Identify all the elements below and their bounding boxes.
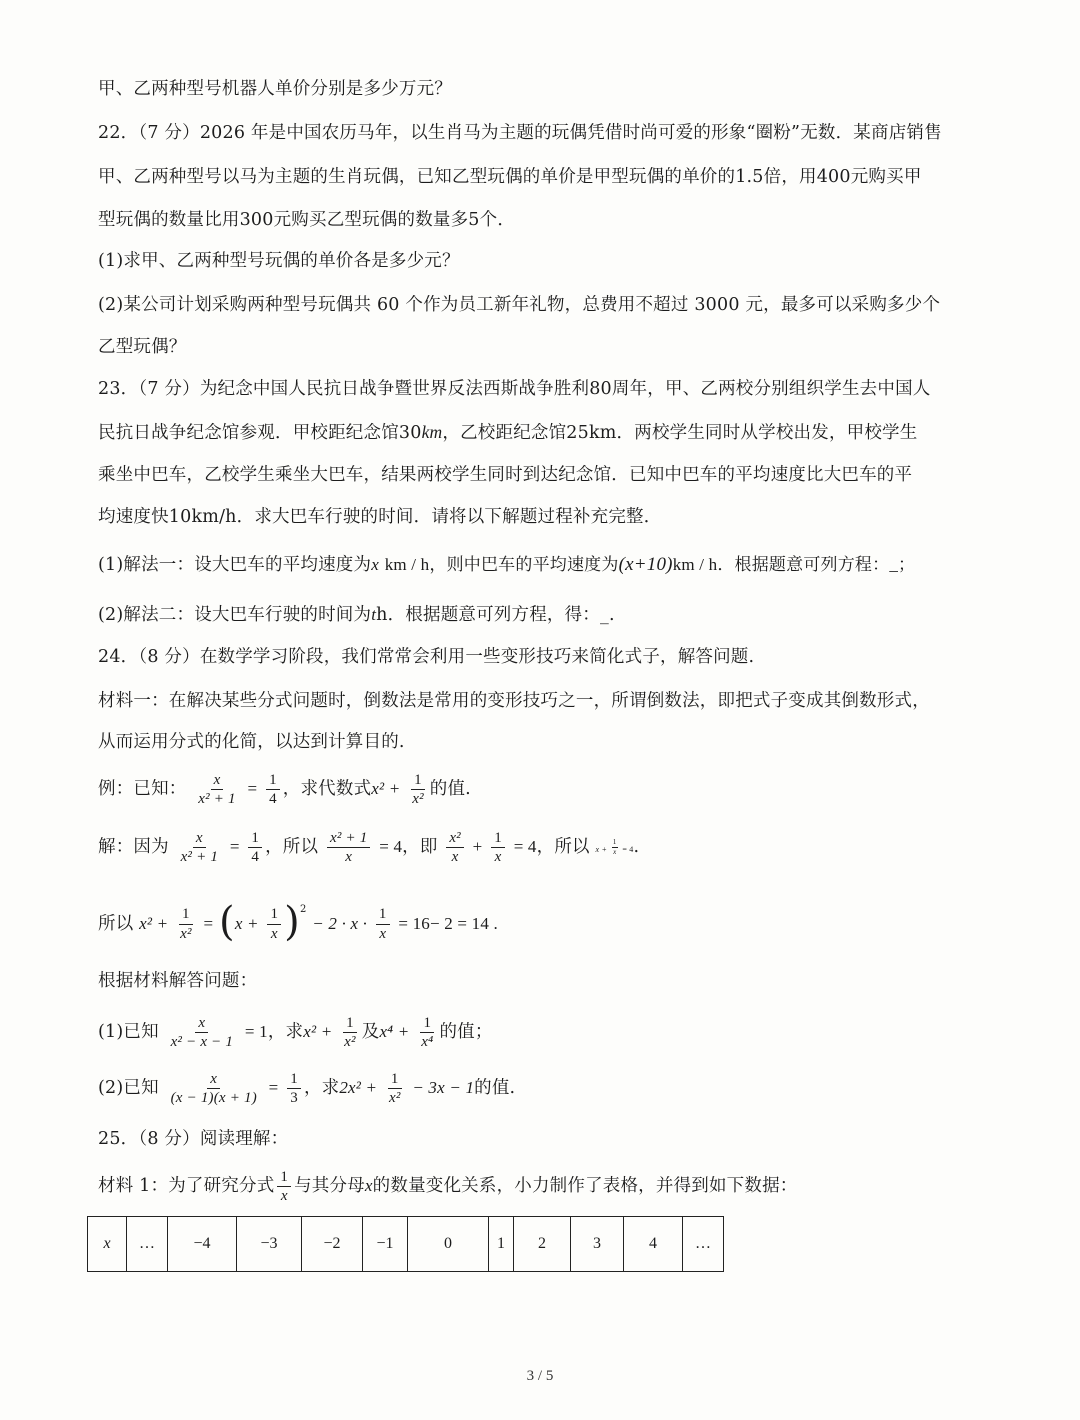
q22-line-3: 型玩偶的数量比用300元购买乙型玩偶的数量多5个． (98, 210, 516, 230)
q23-part-2-a: (2)解法二：设大巴车行驶的时间为 (98, 605, 372, 625)
q23-part-1 (98, 550, 984, 580)
q25-line-1: 25．（8 分）阅读理解： (98, 1129, 289, 1149)
q24-example: 例：已知： $\frac{x}{\text{x² + 1}}$ = $\frac{1}{4}$ ，求代数式x² + $\frac{1}{\text{x²}}$ 的值. (98, 771, 471, 807)
fraction-1-over-x2: $\frac{1}{\text{x²}}$ (412, 771, 424, 807)
q23-part-1-c: km / h．根据题意可列方程：_； (672, 555, 916, 574)
fraction-x-over-x2p1: $\frac{x}{\text{x² + 1}}$ (198, 771, 236, 807)
q22-part-2-line-2: 乙型玩偶？ (98, 337, 187, 357)
q23-line-2-a: 民抗日战争纪念馆参观．甲校距纪念馆30 (98, 423, 422, 443)
example-label: 例：已知： (98, 779, 187, 799)
table-cell: 4 (624, 1217, 683, 1272)
q22-line-1: 22．（7 分）2026 年是中国农历马年，以生肖马为主题的玩偶凭借时尚可爱的形象“圈粉”无数．某商店销售 (98, 123, 942, 143)
table-cell: −4 (168, 1217, 237, 1272)
q24-solution: 解：因为 $\frac{x}{\text{x² + 1}}$ = $\frac{1}{4}$ ，所以 $\frac{\text{x² + 1}}{x}$ = 4，即 $\frac{\text{x²}}{x}$ + $\frac{1}{x}$ = 4，所以 x + $\frac{1}{x}$ = 4. (98, 829, 640, 865)
q22-part-1: (1)求甲、乙两种型号玩偶的单价各是多少元？ (98, 251, 460, 271)
q23-part-2-b: h．根据题意可列方程，得：_. (376, 605, 615, 625)
q24-line-2: 材料一：在解决某些分式问题时，倒数法是常用的变形技巧之一，所谓倒数法，即把式子变成其倒数形式， (98, 691, 930, 711)
table-cell: −3 (237, 1217, 302, 1272)
q23-line-1: 23．（7 分）为纪念中国人民抗日战争暨世界反法西斯战争胜利80周年，甲、乙两校分别组织学生去中国人 (98, 379, 931, 399)
q23-part-1-a: (1)解法一：设大巴车的平均速度为 (98, 555, 372, 575)
var-x: x (371, 555, 379, 574)
q24-line-3: 从而运用分式的化简，以达到计算目的. (98, 732, 405, 752)
page-number: 3 / 5 (526, 1368, 554, 1384)
table-cell: 0 (408, 1217, 489, 1272)
table-cell: −1 (363, 1217, 408, 1272)
q23-line-2 (98, 417, 984, 448)
table-cell: 1 (489, 1217, 514, 1272)
q23-part-2 (98, 600, 984, 630)
var-t: t (371, 605, 377, 624)
q24-ask: 根据材料解答问题： (98, 971, 258, 991)
q23-line-3: 乘坐中巴车，乙校学生乘坐大巴车，结果两校学生同时到达纪念馆．已知中巴车的平均速度比大巴车的平 (98, 465, 913, 485)
fraction-1-over-4: $\frac{1}{4}$ (266, 772, 280, 808)
q21-tail: 甲、乙两种型号机器人单价分别是多少万元？ (98, 79, 452, 99)
q24-part-2: (2)已知 $\frac{x}{(x - 1)(x + 1)}$ = $\frac{1}{3}$ ，求2x² + $\frac{1}{\text{x²}}$ − 3x − 1的值. (98, 1070, 516, 1106)
q24-therefore: 所以 x² + $\frac{1}{\text{x²}}$ = (x + $\frac{1}{x}$ )$^2$ − 2 · x · $\frac{1}{x}$ = 16− 2 = 14 . (98, 899, 498, 946)
q23-part-1-b: km / h，则中巴车的平均速度为 (384, 555, 619, 574)
table-cell: … (127, 1217, 168, 1272)
table-cell: −2 (302, 1217, 363, 1272)
q22-line-2: 甲、乙两种型号以马为主题的生肖玩偶，已知乙型玩偶的单价是甲型玩偶的单价的1.5倍，用400元购买甲 (98, 167, 922, 187)
table-cell: … (683, 1217, 724, 1272)
q23-paren-expr: (x+10) (618, 554, 673, 575)
q25-line-2: 材料 1：为了研究分式 $\frac{1}{x}$ 与其分母x的数量变化关系，小力制作了表格，并得到如下数据： (98, 1168, 798, 1204)
q23-line-4: 均速度快10km/h．求大巴车行驶的时间．请将以下解题过程补充完整． (98, 507, 662, 527)
q22-part-2-line-1: (2)某公司计划采购两种型号玩偶共 60 个作为员工新年礼物，总费用不超过 3000 元，最多可以采购多少个 (98, 295, 941, 315)
q24-part-1: (1)已知 $\frac{x}{\text{x² − x − 1}}$ = 1，求x² + $\frac{1}{\text{x²}}$ 及x⁴ + $\frac{1}{\text{x⁴}}$ 的值； (98, 1014, 493, 1050)
table-row (88, 1217, 724, 1272)
x-value-table (87, 1216, 724, 1272)
table-cell: x (88, 1217, 127, 1272)
table-cell: 3 (571, 1217, 624, 1272)
q23-line-2-b: ，乙校距纪念馆25km．两校学生同时从学校出发，甲校学生 (442, 423, 918, 443)
q23-unit-km: km (421, 422, 443, 442)
q24-line-1: 24．（8 分）在数学学习阶段，我们常常会利用一些变形技巧来简化式子，解答问题. (98, 647, 755, 667)
table-cell: 2 (514, 1217, 571, 1272)
